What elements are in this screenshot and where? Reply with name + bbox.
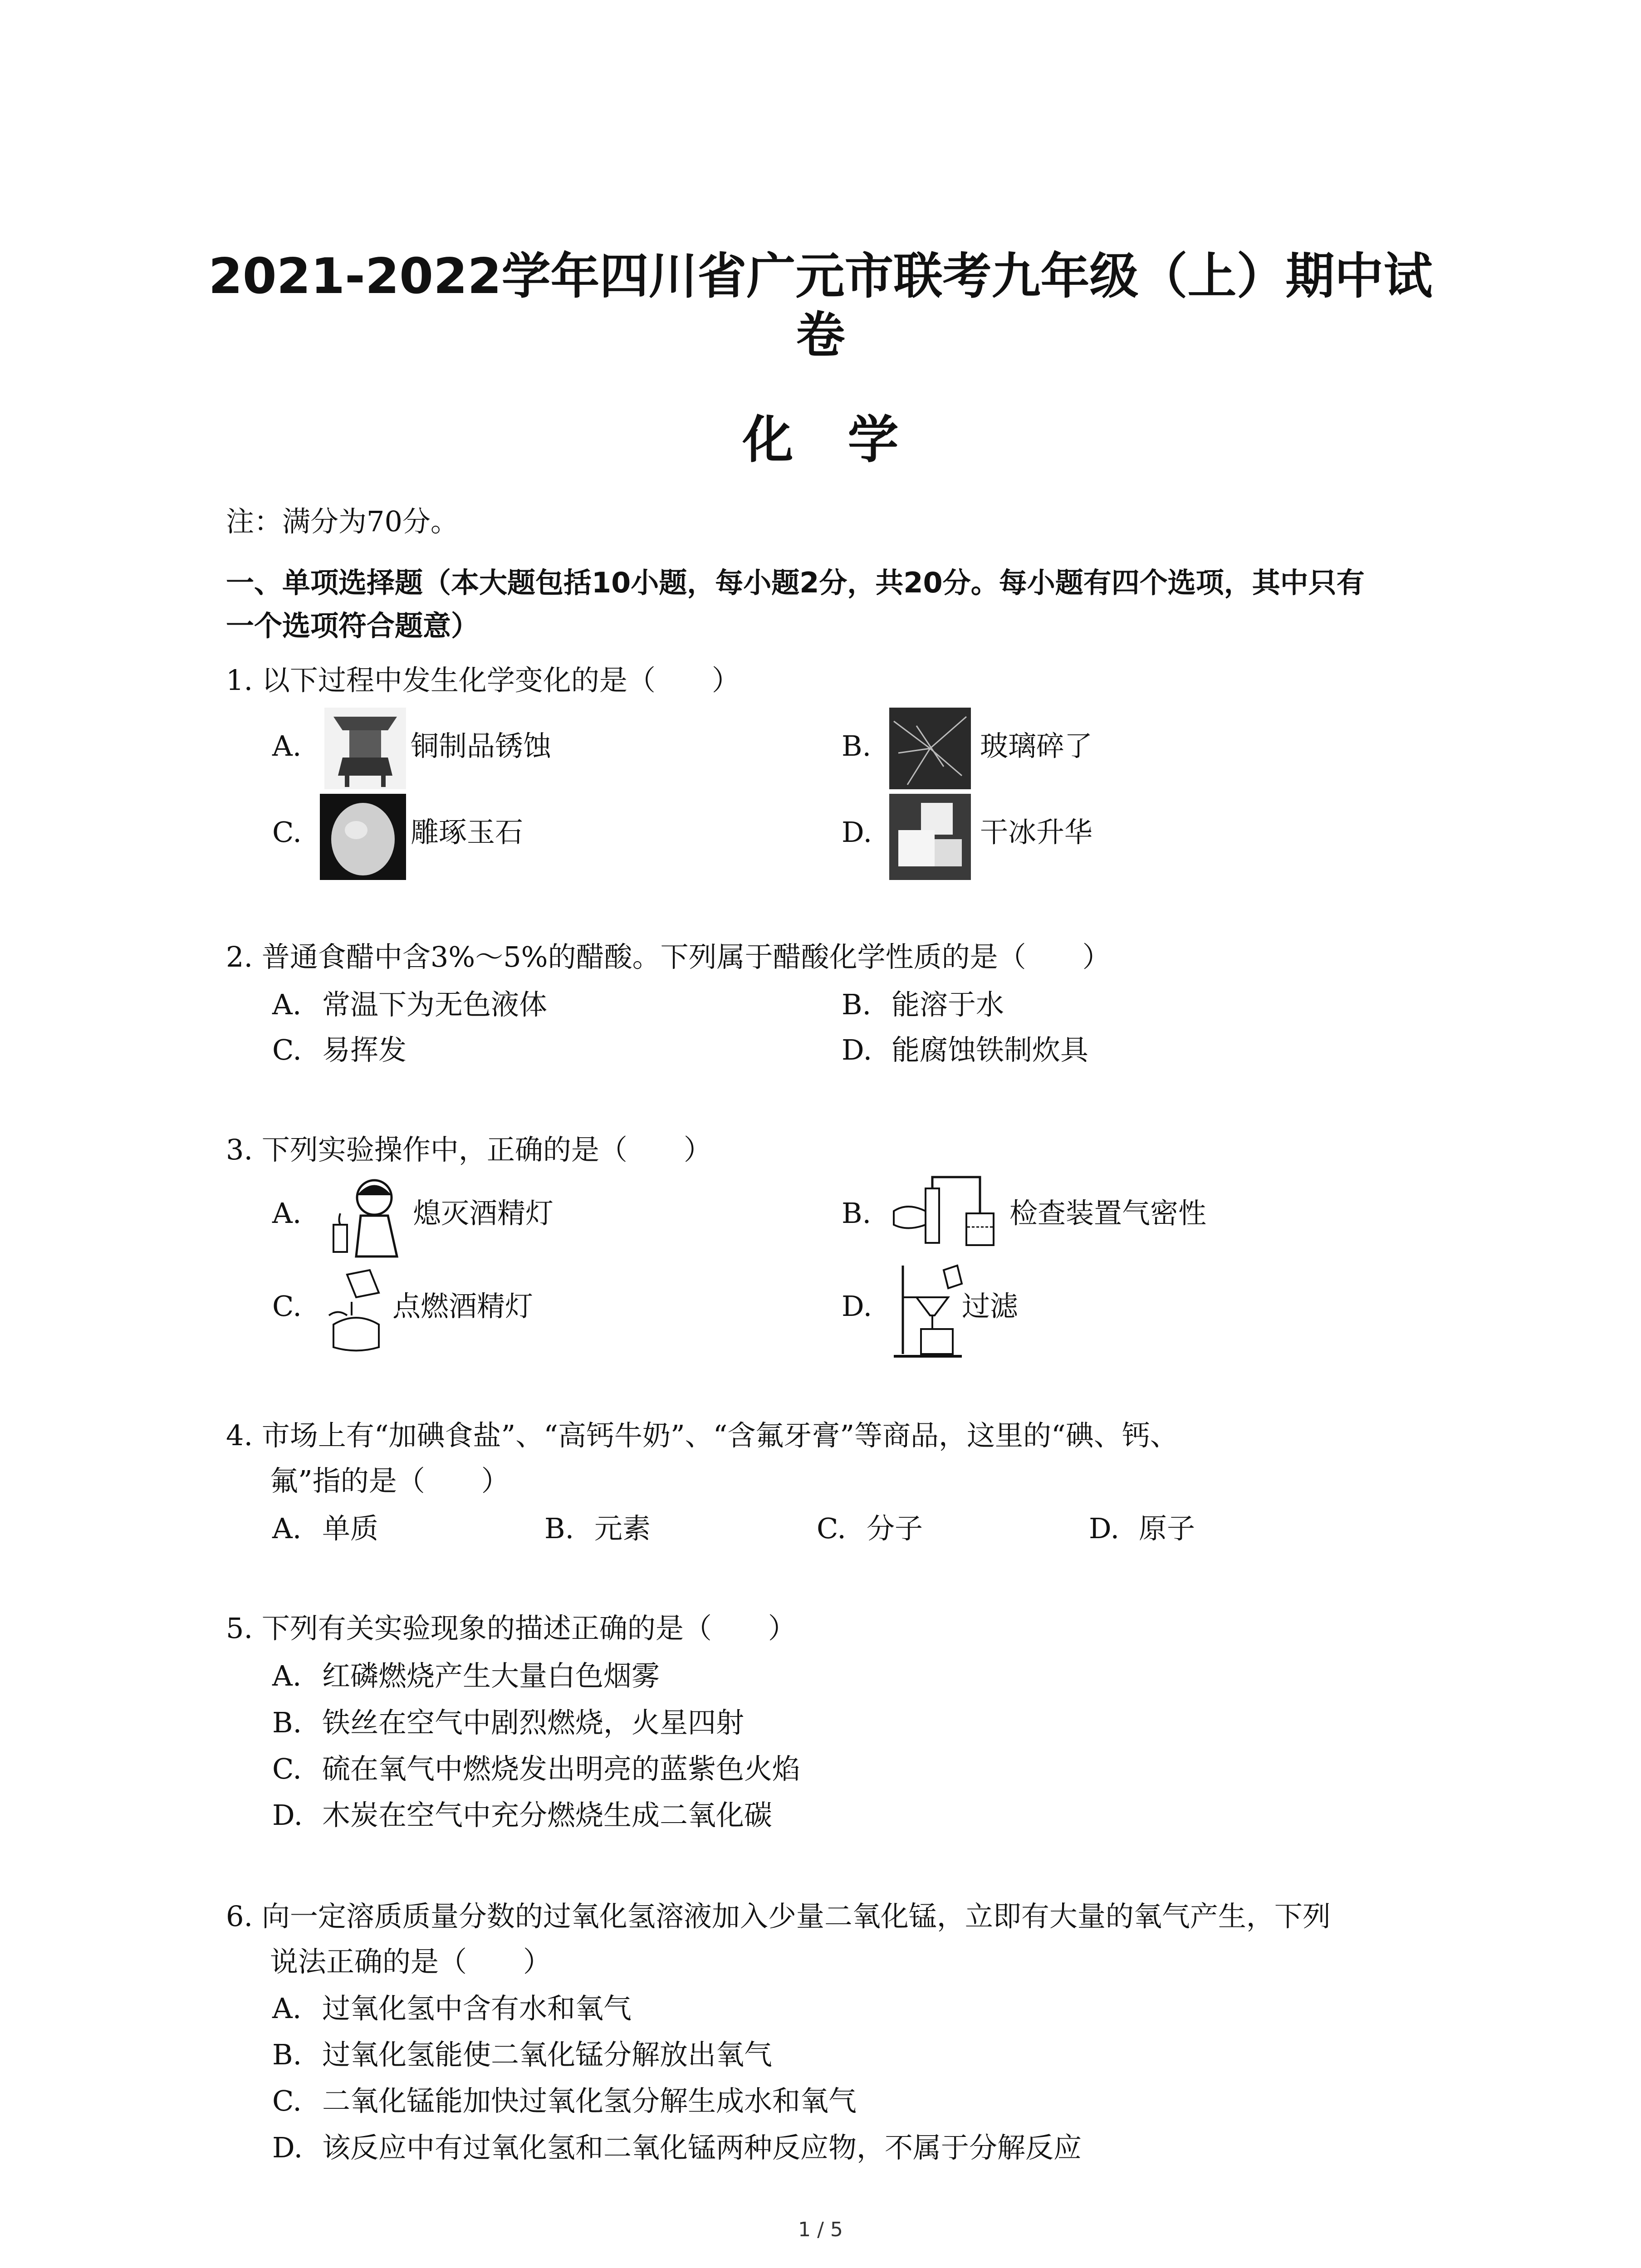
q3-option-a-letter: A. [272,1197,302,1230]
airtightness-check-image [889,1170,1003,1252]
filtration-image [889,1261,966,1361]
exam-title-line2: 卷 [796,307,845,364]
exam-title-line1: 2021-2022学年四川省广元市联考九年级（上）期中试 [208,248,1433,305]
q1-option-d-text: 干冰升华 [980,816,1093,849]
q4-option-a-text: 单质 [322,1512,379,1545]
q5-option-a-text: 红磷燃烧产生大量白色烟雾 [322,1659,660,1692]
q2-option-a-letter: A. [272,988,302,1021]
q5-option-d-letter: D. [272,1799,303,1832]
q6-option-a-text: 过氧化氢中含有水和氧气 [322,1992,632,2025]
q6-option-c-text: 二氧化锰能加快过氧化氢分解生成水和氧气 [322,2084,857,2117]
q3-option-c-letter: C. [272,1290,302,1323]
q2-option-a-text: 常温下为无色液体 [322,988,548,1021]
q5-option-b-text: 铁丝在空气中剧烈燃烧，火星四射 [322,1706,745,1739]
q4-option-d-letter: D. [1089,1512,1120,1545]
q1-option-b-letter: B. [842,729,872,763]
q5-option-d-text: 木炭在空气中充分燃烧生成二氧化碳 [322,1799,773,1832]
q6-option-d-letter: D. [272,2131,303,2164]
q6-option-b-text: 过氧化氢能使二氧化锰分解放出氧气 [322,2038,773,2071]
question-1-stem: 1. 以下过程中发生化学变化的是（ ） [226,664,740,697]
q4-option-c-letter: C. [817,1512,846,1545]
question-4-stem-line2: 氟”指的是（ ） [270,1464,509,1497]
q1-option-c-letter: C. [272,816,302,849]
q4-option-d-text: 原子 [1139,1512,1195,1545]
question-4-stem-line1: 4. 市场上有“加碘食盐”、“高钙牛奶”、“含氟牙膏”等商品，这里的“碘、钙、 [226,1419,1178,1452]
q1-option-a-letter: A. [272,729,302,763]
q2-option-c-letter: C. [272,1033,302,1066]
question-6-stem-line2: 说法正确的是（ ） [270,1945,552,1978]
q3-option-d-letter: D. [842,1290,872,1323]
blow-out-lamp-image [320,1170,411,1261]
subject-title: 化学 [742,411,953,469]
question-6-stem-line1: 6. 向一定溶质质量分数的过氧化氢溶液加入少量二氧化锰，立即有大量的氧气产生，下列 [226,1900,1331,1933]
q2-option-d-text: 能腐蚀铁制炊具 [892,1033,1089,1066]
q3-option-c-text: 点燃酒精灯 [392,1290,534,1323]
q3-option-b-letter: B. [842,1197,872,1230]
section-heading-line2: 一个选项符合题意） [226,609,480,642]
q6-option-b-letter: B. [272,2038,302,2071]
q6-option-d-text: 该反应中有过氧化氢和二氧化锰两种反应物，不属于分解反应 [322,2131,1082,2164]
jade-stone-image [320,794,406,880]
section-heading-line1: 一、单项选择题（本大题包括10小题，每小题2分，共20分。每小题有四个选项，其中只有 [226,566,1365,599]
score-note: 注：满分为70分。 [226,505,459,538]
q3-option-b-text: 检查装置气密性 [1009,1197,1207,1230]
q3-option-a-text: 熄灭酒精灯 [413,1197,554,1230]
dry-ice-image [889,794,971,880]
q4-option-a-letter: A. [272,1512,302,1545]
q2-option-d-letter: D. [842,1033,872,1066]
q4-option-b-text: 元素 [594,1512,651,1545]
q1-option-c-text: 雕琢玉石 [411,816,524,849]
q5-option-a-letter: A. [272,1659,302,1692]
bronze-vessel-image [324,708,406,789]
q5-option-c-letter: C. [272,1752,302,1785]
q5-option-c-text: 硫在氧气中燃烧发出明亮的蓝紫色火焰 [322,1752,801,1785]
broken-glass-image [889,708,971,789]
q2-option-c-text: 易挥发 [322,1033,407,1066]
light-lamp-image [320,1266,392,1356]
question-2-stem: 2. 普通食醋中含3%～5%的醋酸。下列属于醋酸化学性质的是（ ） [226,940,1111,973]
question-5-stem: 5. 下列有关实验现象的描述正确的是（ ） [226,1612,796,1645]
q1-option-a-text: 铜制品锈蚀 [411,729,552,763]
question-3-stem: 3. 下列实验操作中，正确的是（ ） [226,1133,712,1166]
q1-option-d-letter: D. [842,816,872,849]
q2-option-b-letter: B. [842,988,872,1021]
page-number: 1 / 5 [798,2218,843,2241]
q3-option-d-text: 过滤 [962,1290,1019,1323]
q4-option-c-text: 分子 [867,1512,923,1545]
q6-option-c-letter: C. [272,2084,302,2117]
q6-option-a-letter: A. [272,1992,302,2025]
q5-option-b-letter: B. [272,1706,302,1739]
q4-option-b-letter: B. [544,1512,574,1545]
q2-option-b-text: 能溶于水 [892,988,1004,1021]
q1-option-b-text: 玻璃碎了 [980,729,1093,763]
